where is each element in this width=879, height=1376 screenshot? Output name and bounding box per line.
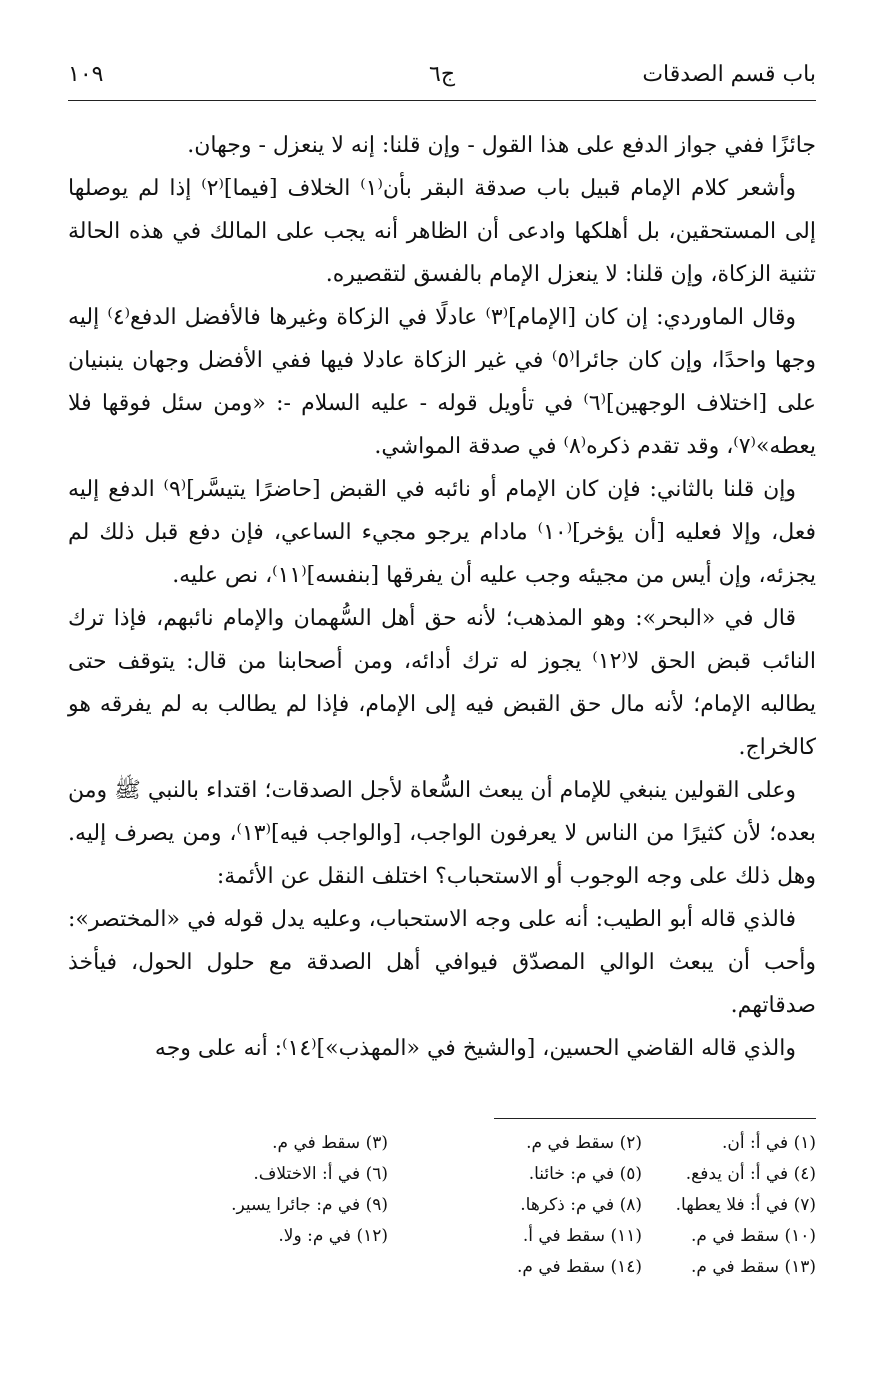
main-text bbox=[68, 124, 816, 1070]
footnote: (١٣) سقط في م. bbox=[691, 1257, 816, 1277]
paragraph: وإن قلنا بالثاني: فإن كان الإمام أو نائبه في القبض [حاضرًا يتيسَّر]⁽٩⁾ الدفع إليه فعل، وإلا فعليه [أن يؤخر]⁽١٠⁾ مادام يرجو مجيء الساعي، فإن دفع قبل ذلك لم يجزئه، وإن أيس من مجيئه وجب عليه أن يفرقها [بنفسه]⁽١١⁾، نص عليه. bbox=[68, 477, 817, 588]
footnote: (٤) في أ: أن يدفع. bbox=[685, 1164, 816, 1184]
page-header bbox=[68, 58, 816, 98]
footnote-row bbox=[70, 1252, 816, 1283]
footnote: (١) في أ: أن. bbox=[722, 1133, 816, 1153]
paragraph: فالذي قاله أبو الطيب: أنه على وجه الاستحباب، وعليه يدل قوله في «المختصر»: وأحب أن يبعث الوالي المصدّق فيوافي أهل الصدقة مع حلول الحول، فيأخذ صدقاتهم. bbox=[68, 907, 816, 1018]
footnote: (٩) في م: جائرا يسير. bbox=[231, 1195, 388, 1215]
footnote: (٧) في أ: فلا يعطها. bbox=[675, 1195, 816, 1215]
footnote-row bbox=[70, 1128, 816, 1159]
paragraph: قال في «البحر»: وهو المذهب؛ لأنه حق أهل السُّهمان والإمام نائبهم، فإذا ترك النائب قبض الحق لا⁽١٢⁾ يجوز له ترك أدائه، ومن أصحابنا من قال: يتوقف حتى يطالبه الإمام؛ لأنه مال حق القبض فيه إلى الإمام، فإذا لم يطالب به لم يفرقه هو كالخراج. bbox=[68, 606, 816, 760]
footnote: (٦) في أ: الاختلاف. bbox=[253, 1164, 388, 1184]
footnote-row bbox=[70, 1190, 816, 1221]
footnote: (١٤) سقط في م. bbox=[517, 1257, 642, 1277]
footnote: (١١) سقط في أ. bbox=[522, 1226, 642, 1246]
footnote: (١٢) في م: ولا. bbox=[278, 1226, 388, 1246]
paragraph: وأشعر كلام الإمام قبيل باب صدقة البقر بأن⁽١⁾ الخلاف [فيما]⁽٢⁾ إذا لم يوصلها إلى المستحقين، بل أهلكها وادعى أن الظاهر أنه يجب على المالك في هذه الحالة تثنية الزكاة، وإن قلنا: لا ينعزل الإمام بالفسق لتقصيره. bbox=[68, 176, 816, 287]
footnote-row bbox=[70, 1159, 816, 1190]
page-number: ١٠٩ bbox=[68, 62, 104, 87]
volume-label: ج٦ bbox=[428, 62, 456, 87]
header-divider bbox=[68, 100, 816, 101]
footnote: (٣) سقط في م. bbox=[272, 1133, 388, 1153]
paragraph: والذي قاله القاضي الحسين، [والشيخ في «المهذب»]⁽١٤⁾: أنه على وجه bbox=[154, 1036, 796, 1061]
footnote: (٥) في م: خائنا. bbox=[528, 1164, 642, 1184]
footnote: (٢) سقط في م. bbox=[526, 1133, 642, 1153]
footnote: (٨) في م: ذكرها. bbox=[520, 1195, 642, 1215]
chapter-title: باب قسم الصدقات bbox=[642, 62, 816, 87]
paragraph: وقال الماوردي: إن كان [الإمام]⁽٣⁾ عادلًا في الزكاة وغيرها فالأفضل الدفع⁽٤⁾ إليه وجها واحدًا، وإن كان جائرا⁽٥⁾ في غير الزكاة عادلا فيها ففي الأفضل وجهان ينبنيان على [اختلاف الوجهين]⁽٦⁾ في تأويل قوله - عليه السلام -: «ومن سئل فوقها فلا يعطه»⁽٧⁾، وقد تقدم ذكره⁽٨⁾ في صدقة المواشي. bbox=[68, 305, 816, 459]
footnote-row bbox=[70, 1221, 816, 1252]
footnote-divider bbox=[494, 1118, 816, 1119]
paragraph: وعلى القولين ينبغي للإمام أن يبعث السُّعاة لأجل الصدقات؛ اقتداء بالنبي ﷺ ومن بعده؛ لأن كثيرًا من الناس لا يعرفون الواجب، [والواجب فيه]⁽١٣⁾، ومن يصرف إليه. وهل ذلك على وجه الوجوب أو الاستحباب؟ اختلف النقل عن الأئمة: bbox=[68, 778, 816, 889]
paragraph: جائزًا ففي جواز الدفع على هذا القول - وإن قلنا: إنه لا ينعزل - وجهان. bbox=[187, 133, 816, 158]
footnote: (١٠) سقط في م. bbox=[691, 1226, 816, 1246]
footnotes bbox=[70, 1128, 816, 1283]
